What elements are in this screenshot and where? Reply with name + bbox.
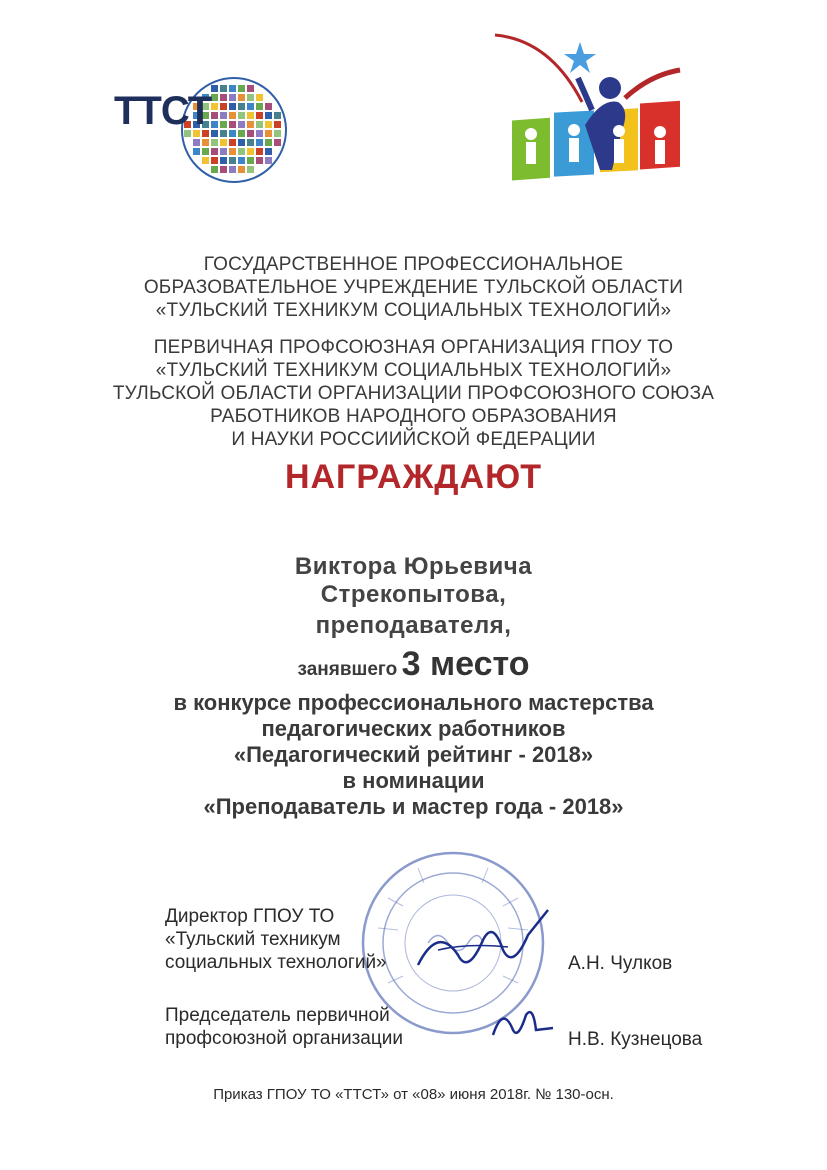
mosaic-tile (220, 103, 227, 110)
place-value: 3 место (401, 645, 530, 683)
union-line: РАБОТНИКОВ НАРОДНОГО ОБРАЗОВАНИЯ (210, 406, 617, 427)
mosaic-tile (220, 112, 227, 119)
mosaic-tile (265, 139, 272, 146)
mosaic-tile (229, 148, 236, 155)
award-heading: НАГРАЖДАЮТ (284, 458, 543, 496)
mosaic-tile (229, 103, 236, 110)
header-line: «ТУЛЬСКИЙ ТЕХНИКУМ СОЦИАЛЬНЫХ ТЕХНОЛОГИЙ» (155, 300, 672, 321)
header-line: ГОСУДАРСТВЕННОЕ ПРОФЕССИОНАЛЬНОЕ (203, 254, 624, 275)
mosaic-tile (211, 103, 218, 110)
handwritten-signature-icon (488, 1000, 558, 1045)
mosaic-tile (229, 130, 236, 137)
mosaic-tile (247, 94, 254, 101)
mosaic-tile (229, 166, 236, 173)
mosaic-tile (229, 121, 236, 128)
mosaic-tile (211, 94, 218, 101)
mosaic-tile (220, 148, 227, 155)
mosaic-tile (256, 112, 263, 119)
mosaic-tile (211, 121, 218, 128)
mosaic-tile (247, 130, 254, 137)
mosaic-tile (265, 121, 272, 128)
mosaic-tile (193, 148, 200, 155)
mosaic-tile (220, 94, 227, 101)
mosaic-tile (274, 112, 281, 119)
mosaic-tile (247, 166, 254, 173)
mosaic-tile (229, 157, 236, 164)
recipient-block (0, 553, 827, 640)
contest-line: «Преподаватель и мастер года - 2018» (203, 794, 624, 819)
mosaic-tile (238, 112, 245, 119)
mosaic-tile (220, 157, 227, 164)
mosaic-tile (238, 130, 245, 137)
mosaic-tile (229, 94, 236, 101)
director-title-line: социальных технологий» (165, 952, 387, 973)
mosaic-tile (211, 166, 218, 173)
mosaic-tile (211, 157, 218, 164)
director-title-line: «Тульский техникум (165, 929, 341, 950)
mosaic-tile (211, 148, 218, 155)
mosaic-tile (256, 130, 263, 137)
union-line: «ТУЛЬСКИЙ ТЕХНИКУМ СОЦИАЛЬНЫХ ТЕХНОЛОГИЙ» (155, 360, 672, 381)
mosaic-tile (256, 103, 263, 110)
ttst-logo (110, 75, 295, 190)
mosaic-tile (238, 121, 245, 128)
order-reference: Приказ ГПОУ ТО «ТТСТ» от «08» июня 2018г. № 130-осн. (213, 1086, 614, 1103)
recipient-position: преподавателя, (315, 612, 512, 639)
mosaic-tile (247, 139, 254, 146)
mosaic-tile (220, 121, 227, 128)
mosaic-tile (256, 94, 263, 101)
mosaic-tile (247, 85, 254, 92)
mosaic-tile (229, 112, 236, 119)
mosaic-tile (247, 112, 254, 119)
mosaic-tile (247, 148, 254, 155)
mosaic-tile (211, 85, 218, 92)
mosaic-tile (256, 121, 263, 128)
mosaic-tile (247, 157, 254, 164)
mosaic-tile (265, 148, 272, 155)
mosaic-tile (274, 139, 281, 146)
mosaic-tile (238, 148, 245, 155)
header-line: ОБРАЗОВАТЕЛЬНОЕ УЧРЕЖДЕНИЕ ТУЛЬСКОЙ ОБЛАСТИ (143, 277, 684, 298)
contest-line: «Педагогический рейтинг - 2018» (233, 742, 594, 767)
mosaic-tile (211, 130, 218, 137)
mosaic-tile (256, 139, 263, 146)
mosaic-tile (211, 112, 218, 119)
contest-line: в номинации (342, 768, 485, 793)
children-logo (490, 30, 690, 190)
mosaic-tile (220, 166, 227, 173)
chairman-name: Н.В. Кузнецова (568, 1029, 703, 1050)
chairman-title-line: Председатель первичной (165, 1005, 390, 1026)
director-title-line: Директор ГПОУ ТО (165, 906, 335, 927)
mosaic-tile (238, 103, 245, 110)
mosaic-tile (238, 166, 245, 173)
union-line: ТУЛЬСКОЙ ОБЛАСТИ ОРГАНИЗАЦИИ ПРОФСОЮЗНОГО СОЮЗА (112, 383, 715, 404)
chairman-title-line: профсоюзной организации (165, 1028, 403, 1049)
contest-block (0, 690, 827, 820)
mosaic-tile (220, 130, 227, 137)
logo-text: ТТСТ (114, 89, 212, 133)
mosaic-tile (256, 157, 263, 164)
director-name: А.Н. Чулков (568, 953, 673, 974)
institution-header (0, 253, 827, 322)
mosaic-tile (238, 139, 245, 146)
mosaic-tile (265, 103, 272, 110)
place-prefix: занявшего (297, 659, 398, 680)
mosaic-tile (211, 139, 218, 146)
union-line: ПЕРВИЧНАЯ ПРОФСОЮЗНАЯ ОРГАНИЗАЦИЯ ГПОУ ТО (153, 337, 674, 358)
mosaic-tile (229, 139, 236, 146)
mosaic-tile (256, 148, 263, 155)
handwritten-signature-icon (408, 905, 558, 985)
mosaic-tile (238, 157, 245, 164)
mosaic-tile (274, 130, 281, 137)
mosaic-tile (238, 94, 245, 101)
union-line: И НАУКИ РОССИИЙСКОЙ ФЕДЕРАЦИИ (231, 429, 596, 450)
mosaic-tile (202, 157, 209, 164)
mosaic-tile (202, 148, 209, 155)
children-star-icon (490, 30, 690, 190)
place-line (0, 645, 827, 684)
mosaic-tile (220, 139, 227, 146)
mosaic-tile (238, 85, 245, 92)
mosaic-tile (265, 157, 272, 164)
mosaic-tile (220, 85, 227, 92)
contest-line: педагогических работников (261, 716, 566, 741)
chairman-signature (488, 1000, 558, 1045)
mosaic-tile (229, 85, 236, 92)
mosaic-tile (265, 112, 272, 119)
mosaic-tile (193, 139, 200, 146)
director-title (165, 905, 387, 974)
mosaic-tile (247, 103, 254, 110)
union-header (0, 336, 827, 451)
recipient-name-line2: Стрекопытова, (320, 581, 507, 608)
chairman-title (165, 1004, 403, 1050)
director-signature (408, 905, 558, 985)
mosaic-tile (247, 121, 254, 128)
recipient-name-line1: Виктора Юрьевича (294, 553, 533, 580)
mosaic-tile (202, 139, 209, 146)
mosaic-tile (265, 130, 272, 137)
contest-line: в конкурсе профессионального мастерства (173, 690, 654, 715)
mosaic-tile (274, 121, 281, 128)
